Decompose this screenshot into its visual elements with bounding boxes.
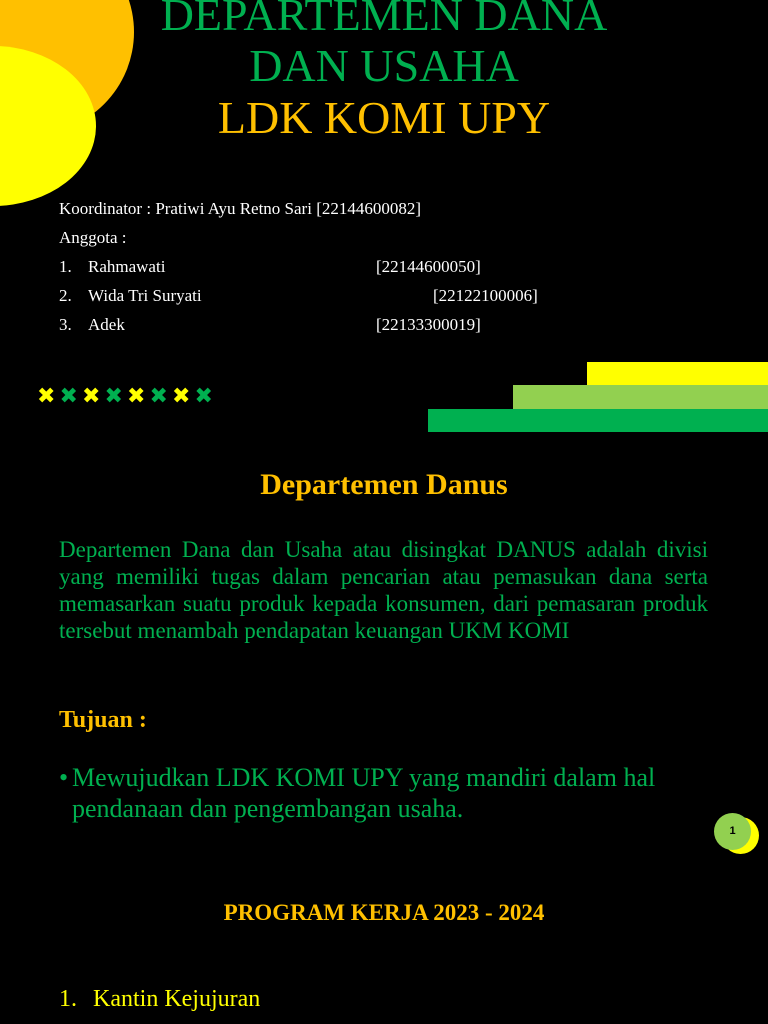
cross-icon: ✖ [172, 384, 191, 409]
coordinator-row [59, 194, 579, 223]
department-description: Departemen Dana dan Usaha atau disingkat DANUS adalah divisi yang memiliki tugas dalam pencarian atau pemasukan dana serta memasarkan suatu produk kepada konsumen, dari pemasaran produk tersebut menambah pendapatan keuangan UKM KOMI [59, 537, 708, 643]
cross-icon: ✖ [59, 384, 78, 409]
member-nim: [22144600050] [376, 257, 481, 276]
cross-icon: ✖ [127, 384, 146, 409]
member-number: 2. [59, 286, 72, 305]
member-row [59, 252, 579, 281]
program-item-number: 1. [59, 986, 77, 1012]
title-line-1: DEPARTEMEN DANA [160, 0, 608, 40]
member-nim: [22122100006] [433, 286, 538, 305]
coordinator-text: Koordinator : Pratiwi Ayu Retno Sari [22144600082] [59, 199, 422, 218]
member-nim: [22133300019] [376, 315, 481, 334]
cross-icon: ✖ [149, 384, 168, 409]
program-title: PROGRAM KERJA 2023 - 2024 [223, 900, 545, 925]
bullet-icon: • [59, 763, 69, 792]
member-name: Wida Tri Suryati [88, 286, 202, 305]
member-name: Adek [88, 315, 125, 334]
member-number: 3. [59, 315, 72, 334]
tujuan-text: Mewujudkan LDK KOMI UPY yang mandiri dalam hal pendanaan dan pengembangan usaha. [72, 763, 656, 823]
decorative-bar-yellow [587, 362, 768, 385]
cross-icon: ✖ [194, 384, 213, 409]
member-number: 1. [59, 257, 72, 276]
cross-pattern [36, 383, 214, 411]
program-item-label: Kantin Kejujuran [93, 986, 261, 1012]
title-line-3: LDK KOMI UPY [217, 92, 551, 143]
tujuan-heading: Tujuan : [59, 707, 147, 733]
decorative-bar-light-green [513, 385, 768, 409]
page-number: 1 [714, 813, 751, 850]
title-line-2: DAN USAHA [249, 40, 519, 91]
member-list [59, 194, 579, 339]
cross-icon: ✖ [82, 384, 101, 409]
program-item [59, 984, 260, 1014]
decorative-bar-green [428, 409, 768, 432]
member-row [59, 281, 579, 310]
member-row [59, 310, 579, 339]
member-name: Rahmawati [88, 257, 166, 276]
anggota-label: Anggota : [59, 228, 127, 247]
cross-icon: ✖ [37, 384, 56, 409]
cross-icon: ✖ [104, 384, 123, 409]
page-number-badge [714, 813, 760, 853]
anggota-label-row [59, 223, 579, 252]
section-title: Departemen Danus [260, 468, 508, 501]
tujuan-bullet [59, 762, 719, 824]
